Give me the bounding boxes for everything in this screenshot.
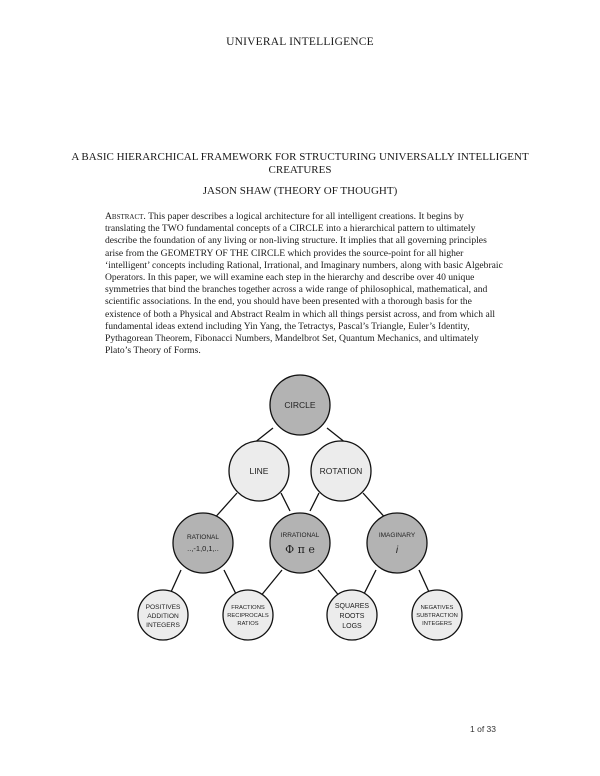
- node-rational-values: ..,-1,0,1,..: [187, 544, 219, 553]
- node-negatives-line3: INTEGERS: [422, 621, 452, 627]
- node-squares-line3: LOGS: [342, 623, 362, 630]
- node-squares-line2: ROOTS: [339, 613, 365, 620]
- node-fractions: [223, 590, 273, 640]
- abstract-label: Abstract.: [105, 211, 146, 222]
- node-line: [229, 441, 289, 501]
- node-positives-line2: ADDITION: [147, 613, 179, 620]
- paper-author: JASON SHAW (THEORY OF THOUGHT): [202, 185, 398, 197]
- node-imaginary: [367, 513, 427, 573]
- node-circle: [270, 375, 330, 435]
- node-negatives-line2: SUBTRACTION: [416, 613, 458, 619]
- running-header: UNIVERAL INTELLIGENCE: [226, 36, 374, 48]
- node-irrational: [270, 513, 330, 573]
- node-irrational-label: IRRATIONAL: [280, 532, 320, 539]
- node-positives: [138, 590, 188, 640]
- node-imaginary-symbol: i: [395, 545, 399, 556]
- node-fractions-line2: RECIPROCALS: [227, 613, 269, 619]
- node-line-label: LINE: [249, 466, 269, 476]
- node-rotation: [311, 441, 371, 501]
- abstract-body: This paper describes a logical architecture for all intelligent creations. It begins by translating the TWO fundamental concepts of a CIRCLE into a hierarchical pattern to ultimately describe the foundation of any living or non-living structure. It implies that all governing principles arise from the GEOMETRY OF THE CIRCLE which provides the source-point for all higher ‘intelligent’ concepts including Rational, Irrational, and Imaginary numbers, along with basic Algebraic Operators. In this paper, we will examine each step in the hierarchy and describe over 40 unique symmetries that bind the branches together across a wide range of philosophical, mathematical, and scientific associations. In the end, you should have been presented with a thorough basis for the existence of both a Physical and Abstract Realm in which all things persist across, and from which all fundamental ideas extend including Yin Yang, the Tetractys, Pascal’s Triangle, Euler’s Identity, Pythagorean Theorem, Fibonacci Numbers, Mandelbrot Set, Quantum Mechanics, and ultimately Plato’s Theory of Forms.: [105, 211, 503, 357]
- node-positives-line3: INTEGERS: [146, 622, 180, 629]
- node-fractions-line3: RATIOS: [237, 621, 259, 627]
- node-fractions-line1: FRACTIONS: [231, 605, 265, 611]
- node-circle-label: CIRCLE: [284, 400, 316, 410]
- node-irrational-symbols: Φ π e: [285, 543, 315, 556]
- paper-title: A BASIC HIERARCHICAL FRAMEWORK FOR STRUCTURING UNIVERSALLY INTELLIGENT CREATURES: [71, 151, 529, 176]
- node-rotation-label: ROTATION: [319, 466, 363, 476]
- node-squares: [327, 590, 377, 640]
- node-rational: [173, 513, 233, 573]
- page-number: 1 of 33: [470, 724, 496, 734]
- node-imaginary-label: IMAGINARY: [378, 532, 416, 539]
- node-rational-label: RATIONAL: [186, 534, 220, 541]
- node-negatives: [412, 590, 462, 640]
- node-negatives-line1: NEGATIVES: [420, 605, 454, 611]
- node-squares-line1: SQUARES: [334, 603, 370, 610]
- node-positives-line1: POSITIVES: [145, 604, 181, 611]
